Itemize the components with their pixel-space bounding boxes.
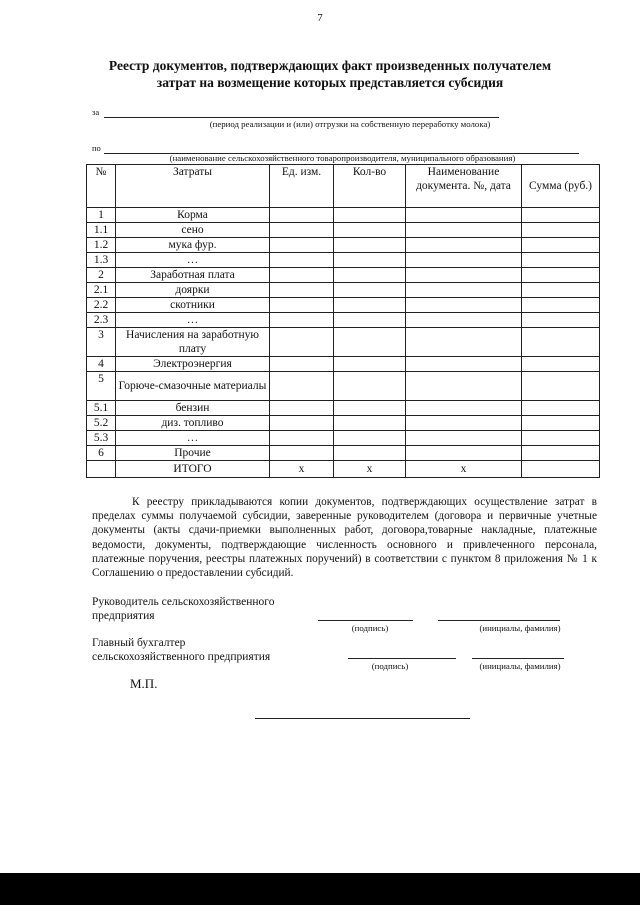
cell-document[interactable] xyxy=(406,298,522,313)
cell-sum[interactable] xyxy=(522,313,600,328)
row-cost-name: … xyxy=(116,431,270,446)
row-number: 1.1 xyxy=(87,223,116,238)
row-cost-name: мука фур. xyxy=(116,238,270,253)
paragraph-text: К реестру прикладываются копии документов, подтверждающих осуществление затрат в пределах суммы получаемой субсидии, заверенные руководителем (договора и первичные учетные документы (акты сдачи-приемки выполненных работ, договора,товарные накладные, платежные ведомости, документы, подтверждающие численность основного и привлеченного персонала, платежные поручения, реестры платежных поручений) в соответствии с пунктом 8 приложения № 1 к Соглашению о предоставлении субсидий. xyxy=(92,496,597,580)
cell-quantity[interactable] xyxy=(334,298,406,313)
cell-unit[interactable] xyxy=(270,328,334,357)
cell-document[interactable] xyxy=(406,283,522,298)
row-cost-name: Горюче-смазочные материалы xyxy=(116,372,270,401)
row-number: 2.2 xyxy=(87,298,116,313)
cell-document[interactable] xyxy=(406,238,522,253)
row-number: 4 xyxy=(87,357,116,372)
accountant-signature-line[interactable] xyxy=(348,658,456,659)
table-row xyxy=(87,357,600,372)
accountant-label-line1: Главный бухгалтер xyxy=(92,637,186,649)
cell-unit[interactable] xyxy=(270,283,334,298)
cell-quantity[interactable] xyxy=(334,446,406,461)
table-row xyxy=(87,446,600,461)
cell-quantity[interactable] xyxy=(334,416,406,431)
row-cost-name: Начисления на заработную плату xyxy=(116,328,270,357)
cell-unit[interactable] xyxy=(270,298,334,313)
head-initials-line[interactable] xyxy=(438,620,560,621)
cell-document[interactable] xyxy=(406,401,522,416)
row-number: 3 xyxy=(87,328,116,357)
accountant-initials-line[interactable] xyxy=(472,658,564,659)
table-row xyxy=(87,283,600,298)
row-cost-name: Электроэнергия xyxy=(116,357,270,372)
registry-table xyxy=(86,164,600,478)
total-sum[interactable] xyxy=(522,461,600,478)
cell-quantity[interactable] xyxy=(334,328,406,357)
cell-sum[interactable] xyxy=(522,372,600,401)
cell-document[interactable] xyxy=(406,372,522,401)
cell-unit[interactable] xyxy=(270,268,334,283)
head-label-line2: предприятия xyxy=(92,610,155,622)
period-field-line[interactable] xyxy=(104,117,499,118)
total-row xyxy=(87,461,600,478)
cell-unit[interactable] xyxy=(270,357,334,372)
head-signature-label xyxy=(92,595,274,623)
title-line-2: затрат на возмещение которых представляется субсидия xyxy=(156,75,504,90)
table-row xyxy=(87,328,600,357)
seal-mark: М.П. xyxy=(130,676,158,691)
cell-unit[interactable] xyxy=(270,416,334,431)
producer-prefix: по xyxy=(92,143,101,153)
cell-sum[interactable] xyxy=(522,223,600,238)
head-sign-caption: (подпись) xyxy=(351,623,389,633)
cell-document[interactable] xyxy=(406,208,522,223)
col-header-costs: Затраты xyxy=(116,165,270,208)
cell-document[interactable] xyxy=(406,357,522,372)
col-header-unit: Ед. изм. xyxy=(270,165,334,208)
accountant-signature-label xyxy=(92,636,270,664)
scan-border xyxy=(0,873,640,905)
cell-sum[interactable] xyxy=(522,253,600,268)
row-number: 2.1 xyxy=(87,283,116,298)
table-row xyxy=(87,416,600,431)
row-number: 1 xyxy=(87,208,116,223)
row-number: 1.2 xyxy=(87,238,116,253)
document-title xyxy=(60,57,600,91)
col-header-sum: Сумма (руб.) xyxy=(522,165,600,208)
cell-sum[interactable] xyxy=(522,283,600,298)
row-cost-name: скотники xyxy=(116,298,270,313)
cell-sum[interactable] xyxy=(522,238,600,253)
cell-quantity[interactable] xyxy=(334,268,406,283)
table-row xyxy=(87,298,600,313)
cell-unit[interactable] xyxy=(270,313,334,328)
row-number: 2.3 xyxy=(87,313,116,328)
row-cost-name: … xyxy=(116,253,270,268)
row-number: 5.3 xyxy=(87,431,116,446)
row-number: 1.3 xyxy=(87,253,116,268)
cell-unit[interactable] xyxy=(270,238,334,253)
cell-quantity[interactable] xyxy=(334,357,406,372)
row-cost-name: Заработная плата xyxy=(116,268,270,283)
head-signature-line[interactable] xyxy=(318,620,413,621)
cell-quantity[interactable] xyxy=(334,283,406,298)
cell-document[interactable] xyxy=(406,223,522,238)
attachment-paragraph xyxy=(92,495,597,580)
total-number-cell xyxy=(87,461,116,478)
total-quantity: x xyxy=(334,461,406,478)
cell-sum[interactable] xyxy=(522,416,600,431)
cell-unit[interactable] xyxy=(270,446,334,461)
total-document: x xyxy=(406,461,522,478)
head-initials-caption: (инициалы, фамилия) xyxy=(479,623,561,633)
cell-quantity[interactable] xyxy=(334,431,406,446)
head-label-line1: Руководитель сельскохозяйственного xyxy=(92,596,275,608)
cell-unit[interactable] xyxy=(270,372,334,401)
table-header-row xyxy=(87,165,600,208)
cell-unit[interactable] xyxy=(270,208,334,223)
cell-sum[interactable] xyxy=(522,298,600,313)
cell-sum[interactable] xyxy=(522,431,600,446)
accountant-label-line2: сельскохозяйственного предприятия xyxy=(92,651,271,663)
cell-document[interactable] xyxy=(406,253,522,268)
row-cost-name: диз. топливо xyxy=(116,416,270,431)
row-cost-name: Корма xyxy=(116,208,270,223)
cell-sum[interactable] xyxy=(522,357,600,372)
cell-unit[interactable] xyxy=(270,223,334,238)
row-number: 5 xyxy=(87,372,116,401)
cell-unit[interactable] xyxy=(270,431,334,446)
cell-quantity[interactable] xyxy=(334,223,406,238)
row-cost-name: … xyxy=(116,313,270,328)
cell-quantity[interactable] xyxy=(334,238,406,253)
cell-sum[interactable] xyxy=(522,446,600,461)
cell-document[interactable] xyxy=(406,313,522,328)
title-line-1: Реестр документов, подтверждающих факт произведенных получателем xyxy=(108,58,552,73)
col-header-quantity: Кол-во xyxy=(334,165,406,208)
period-caption: (период реализации и (или) отгрузки на собственную переработку молока) xyxy=(209,119,491,129)
cell-quantity[interactable] xyxy=(334,253,406,268)
cell-document[interactable] xyxy=(406,416,522,431)
row-cost-name: доярки xyxy=(116,283,270,298)
cell-sum[interactable] xyxy=(522,401,600,416)
table-row xyxy=(87,238,600,253)
cell-quantity[interactable] xyxy=(334,313,406,328)
table-row xyxy=(87,313,600,328)
table-row xyxy=(87,401,600,416)
footer-divider xyxy=(255,718,470,719)
total-label: ИТОГО xyxy=(116,461,270,478)
producer-caption: (наименование сельскохозяйственного товаропроизводителя, муниципального образования) xyxy=(169,153,516,163)
accountant-sign-caption: (подпись) xyxy=(371,661,409,671)
cell-sum[interactable] xyxy=(522,268,600,283)
cell-document[interactable] xyxy=(406,328,522,357)
table-row xyxy=(87,268,600,283)
row-number: 5.2 xyxy=(87,416,116,431)
cell-unit[interactable] xyxy=(270,401,334,416)
row-cost-name: Прочие xyxy=(116,446,270,461)
table-row xyxy=(87,223,600,238)
page-number: 7 xyxy=(317,12,323,24)
col-header-number: № xyxy=(87,165,116,208)
cell-document[interactable] xyxy=(406,446,522,461)
row-number: 5.1 xyxy=(87,401,116,416)
accountant-initials-caption: (инициалы, фамилия) xyxy=(479,661,561,671)
cell-quantity[interactable] xyxy=(334,401,406,416)
row-number: 2 xyxy=(87,268,116,283)
row-cost-name: сено xyxy=(116,223,270,238)
period-prefix: за xyxy=(92,107,100,117)
table-row xyxy=(87,253,600,268)
cell-quantity[interactable] xyxy=(334,372,406,401)
cell-document[interactable] xyxy=(406,268,522,283)
table-row xyxy=(87,372,600,401)
cell-quantity[interactable] xyxy=(334,208,406,223)
table-row xyxy=(87,208,600,223)
total-unit: x xyxy=(270,461,334,478)
row-number: 6 xyxy=(87,446,116,461)
row-cost-name: бензин xyxy=(116,401,270,416)
col-header-document: Наименование документа. №, дата xyxy=(406,165,522,208)
cell-document[interactable] xyxy=(406,431,522,446)
cell-sum[interactable] xyxy=(522,328,600,357)
cell-unit[interactable] xyxy=(270,253,334,268)
table-row xyxy=(87,431,600,446)
cell-sum[interactable] xyxy=(522,208,600,223)
